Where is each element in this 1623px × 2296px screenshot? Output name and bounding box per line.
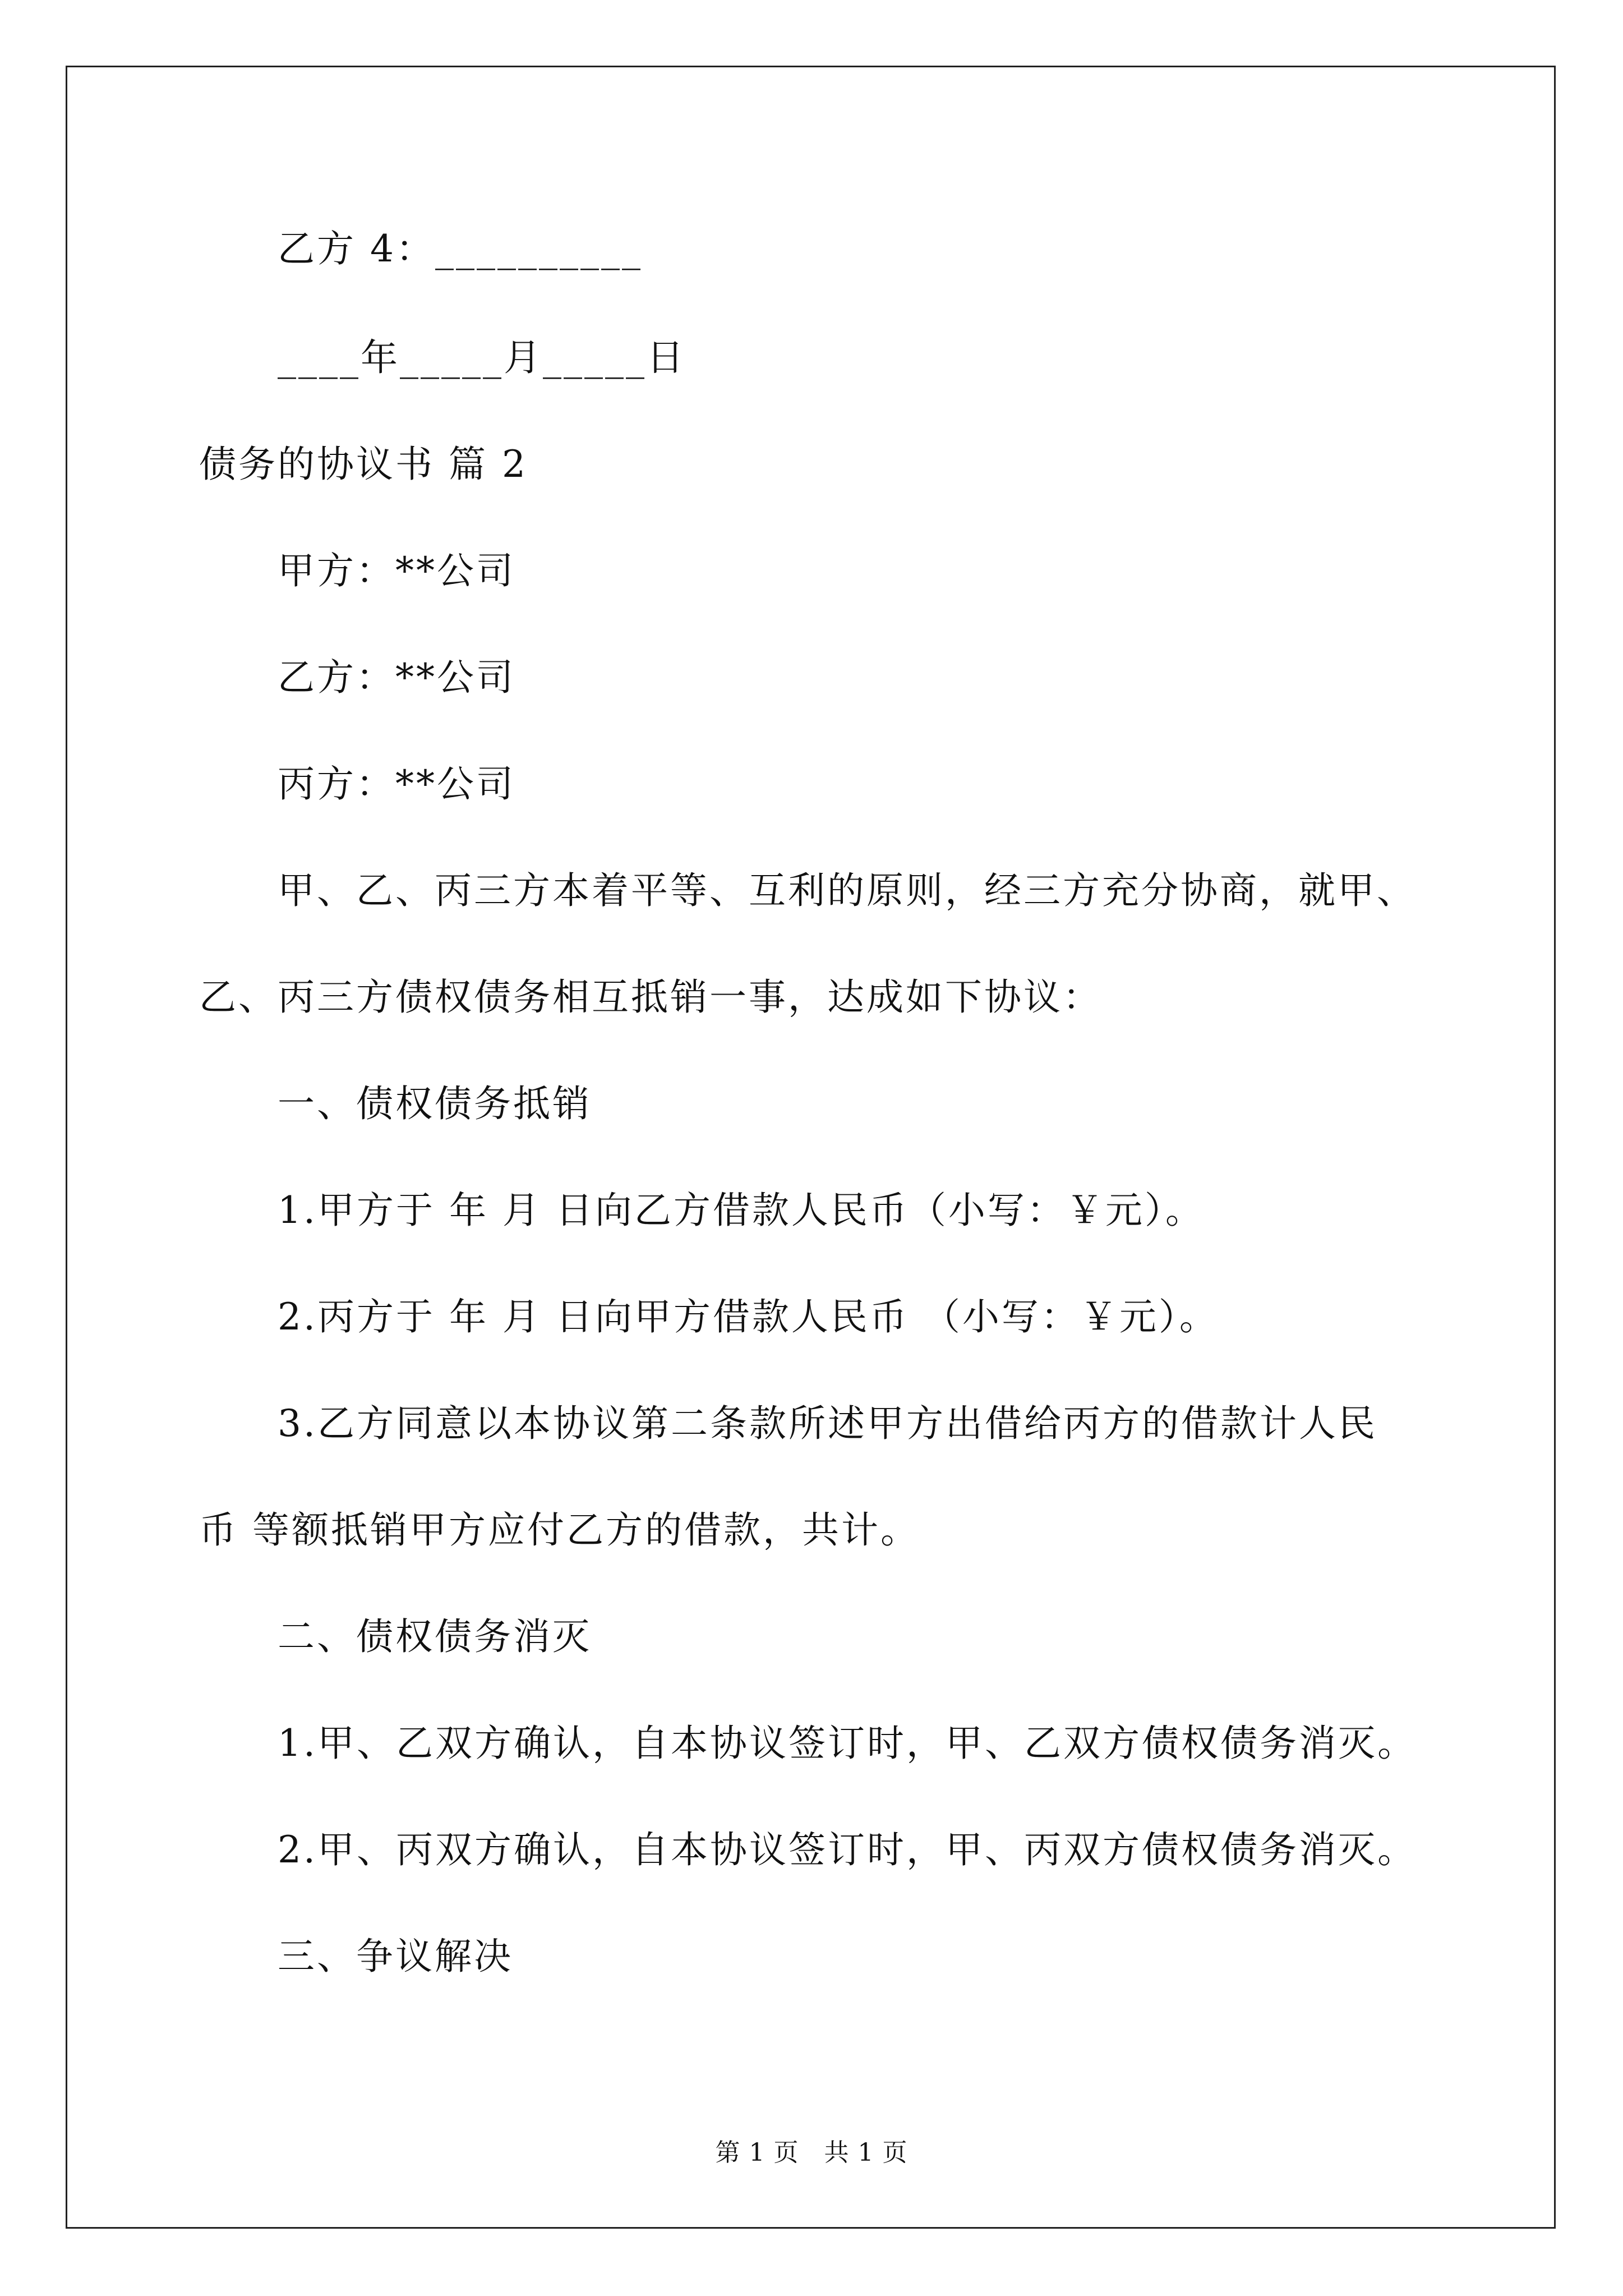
- clause-heading-1: 一、债权债务抵销: [278, 1082, 592, 1125]
- date-line: ____年_____月_____日: [278, 336, 686, 379]
- page-footer: 第 1 页 共 1 页: [715, 2138, 908, 2167]
- section-title: 债务的协议书 篇 2: [199, 443, 528, 486]
- clause-1-item-1: 1.甲方于 年 月 日向乙方借款人民币（小写：￥元）。: [278, 1189, 1205, 1232]
- clause-1-item-2: 2.丙方于 年 月 日向甲方借款人民币 （小写：￥元）。: [278, 1295, 1219, 1338]
- clause-2-item-2: 2.甲、丙双方确认，自本协议签订时，甲、丙双方债权债务消灭。: [278, 1828, 1417, 1871]
- party-b4-line: 乙方 4：__________: [278, 227, 643, 270]
- clause-heading-2: 二、债权债务消灭: [278, 1615, 592, 1658]
- clause-2-item-1: 1.甲、乙双方确认，自本协议签订时，甲、乙双方债权债务消灭。: [278, 1722, 1417, 1765]
- clause-heading-3: 三、争议解决: [278, 1935, 513, 1978]
- preamble-line-2: 乙、丙三方债权债务相互抵销一事，达成如下协议：: [199, 976, 1102, 1019]
- clause-1-item-3-line-1: 3.乙方同意以本协议第二条款所述甲方出借给丙方的借款计人民: [278, 1402, 1377, 1445]
- clause-1-item-3-line-2: 币 等额抵销甲方应付乙方的借款，共计。: [199, 1508, 920, 1552]
- preamble-line-1: 甲、乙、丙三方本着平等、互利的原则，经三方充分协商，就甲、: [278, 869, 1416, 912]
- party-c-line: 丙方：**公司: [278, 762, 515, 806]
- page-frame: [66, 66, 1556, 2229]
- party-a-line: 甲方：**公司: [278, 549, 515, 592]
- party-b-line: 乙方：**公司: [278, 656, 515, 699]
